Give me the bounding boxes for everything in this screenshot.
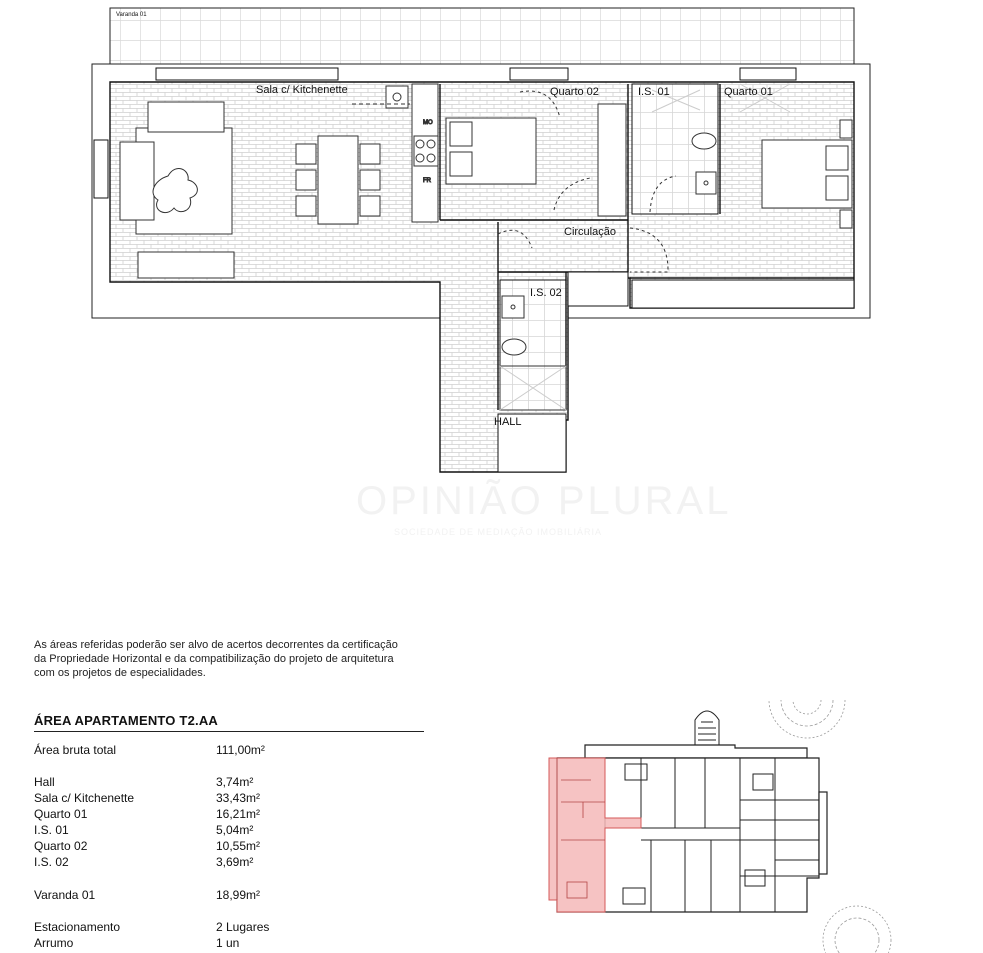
room-label-hall: HALL [494,416,522,428]
room-label-is-02: I.S. 02 [530,287,562,299]
room-label-quarto-01: Quarto 01 [724,86,773,98]
area-row-value: 10,55m² [216,839,261,853]
watermark-subtitle: SOCIEDADE DE MEDIAÇÃO IMOBILIÁRIA [394,527,603,537]
area-row-value: 18,99m² [216,888,261,902]
varanda-area [110,8,854,64]
disclaimer-note [34,638,434,680]
area-row-value: 33,43m² [216,791,261,805]
area-row-label: Estacionamento [34,920,121,934]
area-row-label: Arrumo [34,936,74,950]
area-row-label: I.S. 01 [34,823,69,837]
area-row-label: Área bruta total [34,743,117,757]
area-row-value: 3,74m² [216,775,254,789]
fr-label: FR [423,178,431,184]
area-row-value: 5,04m² [216,823,254,837]
dining-table [296,136,380,224]
tree-icon [823,906,891,953]
area-row-value: 2 Lugares [216,920,270,934]
varanda-label: Varanda 01 [116,12,147,18]
area-row-label: Quarto 02 [34,839,88,853]
watermark-title: OPINIÃO PLURAL [356,479,732,523]
note-line: da Propriedade Horizontal e da compatibilização do projeto de arquitetura [34,653,394,665]
area-row-label: Sala c/ Kitchenette [34,791,135,805]
areas-title: ÁREA APARTAMENTO T2.AA [34,713,218,728]
note-line: com os projetos de especialidades. [34,667,206,679]
watermark-logo [356,478,731,537]
room-label-is-01: I.S. 01 [638,86,670,98]
area-row-label: Varanda 01 [34,888,96,902]
area-row-value: 3,69m² [216,855,254,869]
room-label-sala: Sala c/ Kitchenette [256,84,348,96]
area-row-label: Hall [34,775,55,789]
area-row-value: 111,00m² [216,743,265,757]
room-label-quarto-02: Quarto 02 [550,86,599,98]
note-line: As áreas referidas poderão ser alvo de acertos decorrentes da certificação [34,639,398,651]
key-plan [535,700,983,953]
area-row-value: 16,21m² [216,807,261,821]
area-row-label: Quarto 01 [34,807,88,821]
tree-icon [769,700,845,738]
area-row-value: 1 un [216,936,240,950]
room-label-circulacao: Circulação [564,226,616,238]
stair-tower [695,711,719,745]
area-row-label: I.S. 02 [34,855,69,869]
mo-label: MO [423,120,433,126]
areas-divider [34,731,424,732]
tv-unit [138,252,234,278]
